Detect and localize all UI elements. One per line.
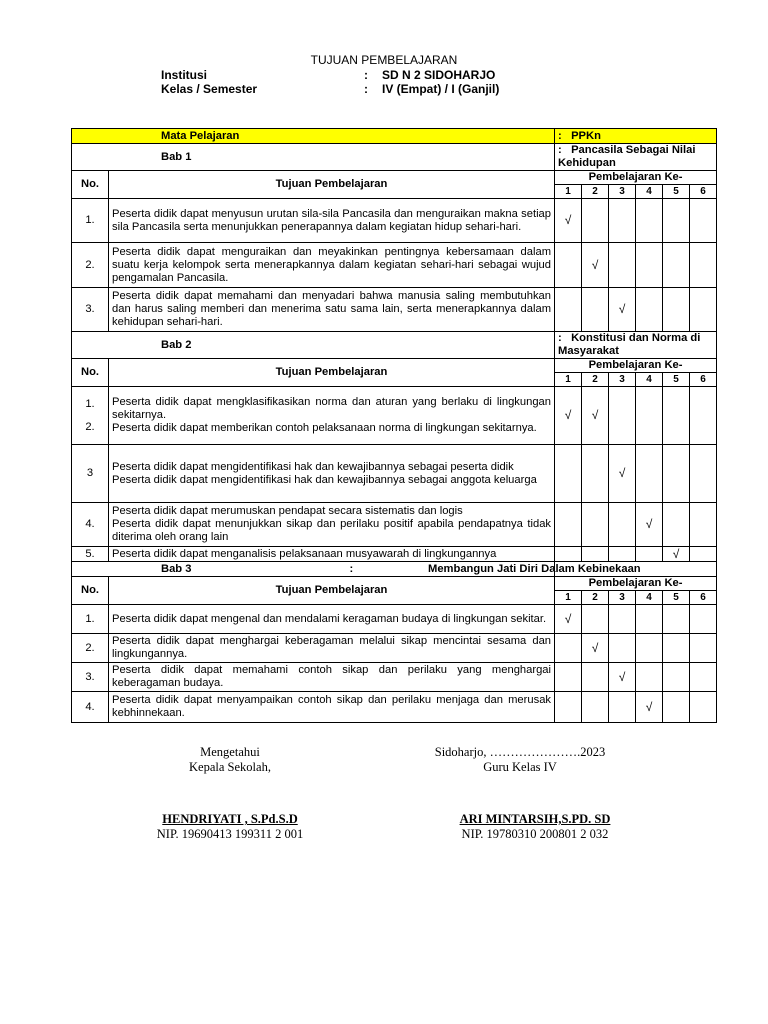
row-text-a: Peserta didik dapat merumuskan pendapat secara sistematis dan logis [112,505,463,517]
row-no: 2. [72,634,109,663]
institusi-sep: : [364,68,368,82]
table-row [72,243,717,288]
row-no: 2. [72,243,109,288]
mapel-label: Mata Pelajaran [72,129,555,144]
row-no-b: 2. [85,420,95,433]
col-tp: Tujuan Pembelajaran [109,359,555,387]
signature-right-nip: NIP. 19780310 200801 2 032 [461,827,609,841]
check-mark: √ [555,605,582,634]
col-num: 1 [555,373,582,387]
col-num: 5 [663,373,690,387]
row-no: 3 [72,445,109,503]
document-title: TUJUAN PEMBELAJARAN [310,53,458,67]
col-num: 1 [555,185,582,199]
col-tp: Tujuan Pembelajaran [109,577,555,605]
check-mark: √ [582,634,609,663]
row-no: 4. [72,503,109,547]
row-text [109,503,555,547]
signature-left-line1: Mengetahui [200,745,260,759]
row-no: 1. [72,605,109,634]
kelas-value: IV (Empat) / I (Ganjil) [382,82,500,96]
row-no: 5. [72,547,109,562]
row-text: Peserta didik dapat menguraikan dan meyakinkan pentingnya kebersamaan dalam suatu kerja kelompok serta menerapkannya dalam kegiatan sehari-hari sebagai wujud pengamalan Pancasila. [109,243,555,288]
table-row [72,445,717,503]
signature-right-name: ARI MINTARSIH,S.PD. SD [459,812,611,826]
table-row [72,288,717,332]
col-num: 3 [609,185,636,199]
signature-right-block [405,812,665,842]
table-row [72,692,717,723]
check-mark: √ [609,288,636,332]
table-row [72,199,717,243]
table-row [72,547,717,562]
row-no: 4. [72,692,109,723]
tujuan-table [71,128,717,723]
row-text: Peserta didik dapat mengenal dan mendalami keragaman budaya di lingkungan sekitar. [109,605,555,634]
bab2-sep: : [558,332,562,344]
bab2-label: Bab 2 [72,332,555,359]
col-num: 6 [690,185,717,199]
col-num: 2 [582,373,609,387]
row-no: 1. [72,199,109,243]
bab3-value: Membangun Jati Diri Dalam Kebinekaan [428,562,641,575]
col-no: No. [72,171,109,199]
row-text: Peserta didik dapat memahami dan menyadari bahwa manusia saling membutuhkan dan harus saling memberi dan menerima satu sama lain, serta menerapkannya dalam kehidupan sehari-hari. [109,288,555,332]
mapel-row [72,129,717,144]
bab2-value: Konstitusi dan Norma di Masyarakat [558,332,701,357]
table-row [72,503,717,547]
check-mark: √ [609,663,636,692]
bab1-value-cell [555,144,717,171]
col-num: 3 [609,591,636,605]
check-mark: √ [555,387,582,445]
bab3-label: Bab 3 [161,562,192,575]
row-text [109,387,555,445]
check-mark: √ [636,503,663,547]
col-num: 2 [582,591,609,605]
kelas-label: Kelas / Semester [161,82,258,96]
row-text-a: Peserta didik dapat mengklasifikasikan norma dan aturan yang berlaku di lingkungan sekitarnya. [112,396,552,421]
row-no: 3. [72,288,109,332]
bab3-col-header [72,577,717,591]
signature-left-block [100,812,360,842]
signature-left-nip: NIP. 19690413 199311 2 001 [156,827,304,841]
table-row [72,634,717,663]
bab2-value-cell [555,332,717,359]
col-num: 5 [663,185,690,199]
row-text-a: Peserta didik dapat mengidentifikasi hak dan kewajibannya sebagai peserta didik [112,460,514,473]
bab1-col-header [72,171,717,185]
mapel-value: PPKn [571,129,601,142]
signature-left-name: HENDRIYATI , S.Pd.S.D [162,812,298,826]
row-no: 3. [72,663,109,692]
col-num: 3 [609,373,636,387]
institusi-value: SD N 2 SIDOHARJO [382,68,496,82]
col-num: 6 [690,373,717,387]
bab3-sep: : [349,562,354,575]
check-mark: √ [555,199,582,243]
check-mark: √ [582,243,609,288]
signature-left-line2: Kepala Sekolah, [189,760,271,774]
bab2-row [72,332,717,359]
row-text: Peserta didik dapat memahami contoh sikap dan perilaku yang menghargai keberagaman budaya. [109,663,555,692]
signature-right [420,745,620,775]
col-no: No. [72,577,109,605]
col-tp: Tujuan Pembelajaran [109,171,555,199]
col-num: 2 [582,185,609,199]
col-pk: Pembelajaran Ke- [555,359,717,373]
bab2-col-header [72,359,717,373]
col-num: 4 [636,591,663,605]
table-row [72,387,717,445]
row-no-a: 1. [85,397,95,410]
institusi-label: Institusi [161,68,208,82]
bab3-value-cell [428,562,717,577]
bab1-sep: : [558,144,562,156]
row-text [109,445,555,503]
signature-right-line1: Sidoharjo, ………………….2023 [434,745,606,759]
col-num: 1 [555,591,582,605]
row-text-b: Peserta didik dapat mengidentifikasi hak dan kewajibannya sebagai anggota keluarga [112,473,537,486]
row-no [72,387,109,445]
check-mark: √ [582,387,609,445]
bab1-label: Bab 1 [72,144,555,171]
table-row [72,663,717,692]
row-text: Peserta didik dapat menyampaikan contoh sikap dan perilaku menjaga dan merusak kebhinnekaan. [109,692,555,723]
col-num: 5 [663,591,690,605]
check-mark: √ [636,692,663,723]
col-num: 6 [690,591,717,605]
bab1-value: Pancasila Sebagai Nilai Kehidupan [558,144,696,169]
check-mark: √ [663,547,690,562]
mapel-sep: : [558,129,562,142]
col-no: No. [72,359,109,387]
col-pk: Pembelajaran Ke- [555,171,717,185]
signature-right-line2: Guru Kelas IV [483,760,557,774]
bab1-row [72,144,717,171]
row-text-b: Peserta didik dapat menunjukkan sikap dan perilaku positif apabila pendapatnya tidak diterima oleh orang lain [112,518,552,543]
table-row [72,605,717,634]
col-num: 4 [636,373,663,387]
mapel-value-cell [555,129,717,144]
row-text: Peserta didik dapat menghargai keberagaman melalui sikap mencintai sesama dan lingkungannya. [109,634,555,663]
bab3-row [72,562,717,577]
row-text-b: Peserta didik dapat memberikan contoh pelaksanaan norma di lingkungan sekitarnya. [112,422,537,434]
kelas-sep: : [364,82,368,96]
col-pk: Pembelajaran Ke- [555,577,717,591]
row-text: Peserta didik dapat menyusun urutan sila-sila Pancasila dan menguraikan makna setiap sila Pancasila serta menunjukkan penerapannya dalam kegiatan hidup sehari-hari. [109,199,555,243]
signature-left [130,745,330,775]
col-num: 4 [636,185,663,199]
check-mark: √ [609,445,636,503]
row-text: Peserta didik dapat menganalisis pelaksanaan musyawarah di lingkungannya [109,547,555,562]
